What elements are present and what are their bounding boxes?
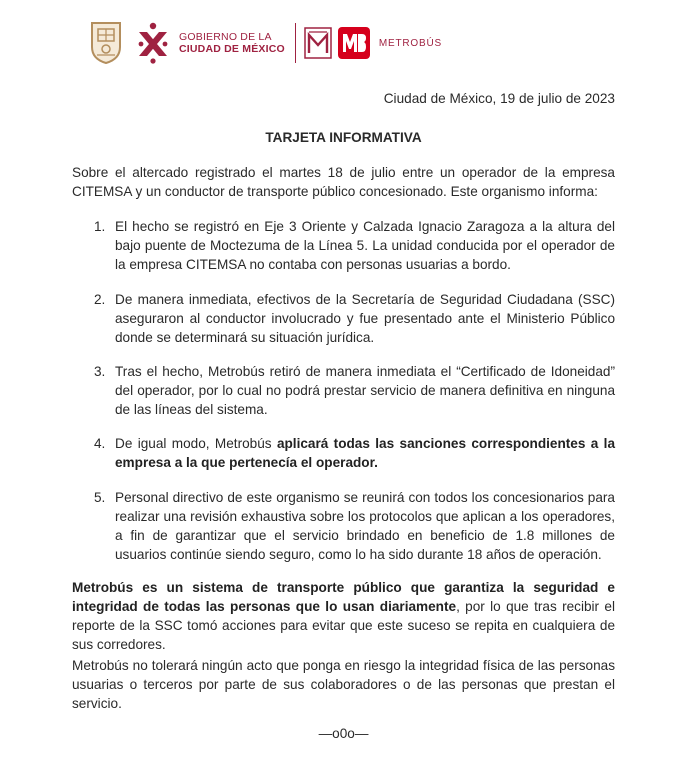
statement-rest: , por lo que tras recibir el reporte de la SSC tomó acciones para evitar que este suceso se repita en cualquiera de sus corredores. (72, 599, 615, 652)
final-paragraph: Metrobús no tolerará ningún acto que ponga en riesgo la integridad física de las personas usuarias o terceros por parte de sus colaboradores o de las personas que prestan el servicio. (72, 658, 615, 711)
metrobus-wordmark: METROBÚS (378, 37, 442, 49)
document-date: Ciudad de México, 19 de julio de 2023 (383, 91, 615, 106)
metro-icon (304, 27, 332, 59)
statement-paragraph (72, 578, 615, 654)
metrobus-mb-icon (338, 27, 370, 59)
list-number: 5. (94, 490, 106, 505)
list-text-plain: De igual modo, Metrobús (115, 436, 277, 451)
gov-line-2: CIUDAD DE MÉXICO (179, 43, 285, 55)
header-divider (295, 23, 296, 63)
list-text-emphasis: aplicará todas las sanciones correspondientes a la empresa a la que pertenecía el operador. (115, 436, 616, 470)
cdmx-mark-icon (135, 22, 171, 64)
list-text: De manera inmediata, efectivos de la Secretaría de Seguridad Ciudadana (SSC) aseguraron al conductor involucrado y fue presentado ante el Ministerio Público donde se determinará su situación jurídica. (115, 292, 615, 345)
coat-of-arms-icon (89, 21, 123, 65)
closing-mark: —o0o— (318, 726, 369, 741)
government-name (179, 31, 285, 55)
intro-paragraph: Sobre el altercado registrado el martes 18 de julio entre un operador de la empresa CITEMSA y un conductor de transporte público concesionado. Este organismo informa: (72, 165, 615, 199)
list-text: Tras el hecho, Metrobús retiró de manera inmediata el “Certificado de Idoneidad” del operador, por lo cual no podrá prestar servicio de manera definitiva en ninguna de las líneas del sistema. (115, 364, 615, 417)
list-text (115, 434, 615, 472)
list-number: 4. (94, 436, 106, 451)
list-text: Personal directivo de este organismo se reunirá con todos los concesionarios para realizar una revisión exhaustiva sobre los protocolos que aplican a los operadores, a fin de garantizar que el servicio brindado en beneficio de 1.8 millones de usuarios continúe siendo seguro, como lo ha sido durante 18 años de operación. (115, 490, 615, 562)
document-title: TARJETA INFORMATIVA (265, 130, 422, 145)
list-text: El hecho se registró en Eje 3 Oriente y Calzada Ignacio Zaragoza a la altura del bajo puente de Moctezuma de la Línea 5. La unidad conducida por el operador de la empresa CITEMSA no contaba con personas usuarias a bordo. (115, 219, 615, 272)
list-number: 2. (94, 292, 106, 307)
letterhead (89, 18, 442, 68)
gov-line-1: GOBIERNO DE LA (179, 31, 272, 43)
list-number: 3. (94, 364, 106, 379)
statement-emphasis: Metrobús es un sistema de transporte público que garantiza la seguridad e integridad de todas las personas que lo usan diariamente (72, 580, 615, 614)
list-number: 1. (94, 219, 106, 234)
